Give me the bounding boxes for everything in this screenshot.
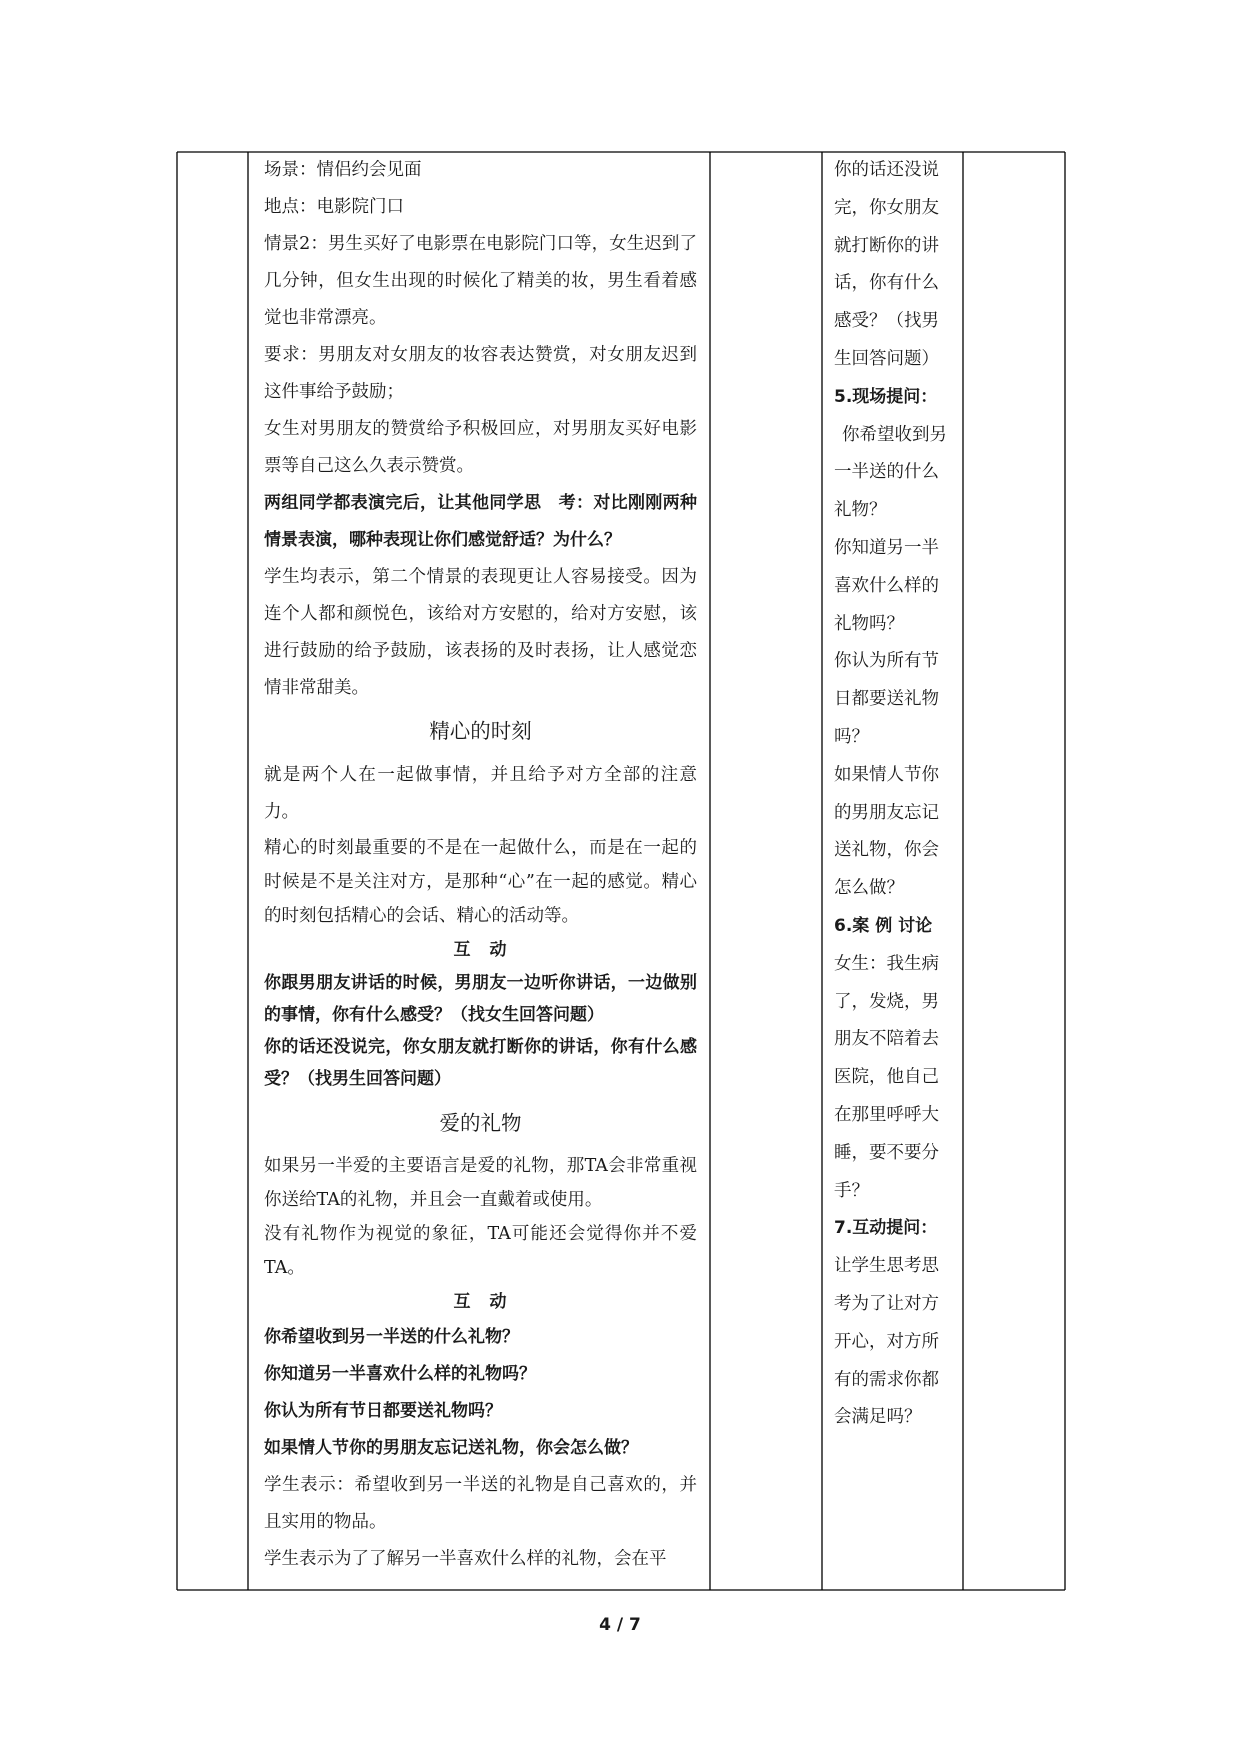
student-response: 学生均表示，第二个情景的表现更让人容易接受。因为连个人都和颜悦色，该给对方安慰的，给对方安慰，该进行鼓励的给予鼓励，该表扬的及时表扬，让人感觉恋情非常甜美。 (264, 567, 697, 698)
page-number: 4 / 7 (599, 1615, 641, 1635)
side-q7: 让学生思考思考为了让对方开心，对方所有的需求你都会满足吗？ (834, 1256, 939, 1428)
gift-question-1: 你希望收到另一半送的什么礼物？ (264, 1327, 519, 1347)
side-q5-2: 你知道另一半喜欢什么样的礼物吗？ (834, 537, 939, 634)
interaction-question-1: 你跟男朋友讲话的时候，男朋友一边听你讲话，一边做别的事情，你有什么感受？（找女生回答问题） (264, 973, 697, 1025)
location-line: 地点：电影院门口 (264, 197, 404, 217)
side-q5-1: 你希望收到另一半送的什么礼物？ (834, 424, 947, 521)
quality-time-detail: 精心的时刻最重要的不是在一起做什么，而是在一起的时候是不是关注对方，是那种“心”在一起的感觉。精心的时刻包括精心的会话、精心的活动等。 (264, 838, 697, 926)
gift-student-response-1: 学生表示：希望收到另一半送的礼物是自己喜欢的，并且实用的物品。 (264, 1475, 697, 1532)
side-heading-7: 7.互动提问： (834, 1218, 938, 1239)
section-heading-gifts: 爱的礼物 (439, 1111, 522, 1135)
side-case: 女生：我生病了，发烧，男朋友不陪着去医院，他自己在那里呼呼大睡，要不要分手？ (834, 953, 939, 1201)
scene-line: 场景：情侣约会见面 (264, 160, 422, 180)
main-content-cell (258, 152, 703, 1590)
requirement-line: 要求：男朋友对女朋友的妆容表达赞赏，对女朋友迟到这件事给予鼓励； (264, 345, 697, 402)
side-q5-4: 如果情人节你的男朋友忘记送礼物，你会怎么做？ (834, 764, 939, 899)
side-notes-cell (832, 152, 958, 1590)
side-heading-6: 6.案 例 讨论 (834, 915, 933, 936)
gift-question-3: 你认为所有节日都要送礼物吗？ (264, 1401, 502, 1421)
interaction-heading-2: 互 动 (453, 1292, 508, 1312)
interaction-heading-1: 互 动 (453, 940, 508, 960)
discussion-prompt: 两组同学都表演完后，让其他同学思 考：对比刚刚两种情景表演，哪种表现让你们感觉舒适？为什么？ (264, 493, 697, 550)
girl-response-line: 女生对男朋友的赞赏给予积极回应，对男朋友买好电影票等自己这么久表示赞赏。 (264, 419, 697, 476)
section-heading-quality-time: 精心的时刻 (429, 719, 532, 743)
quality-time-definition: 就是两个人在一起做事情，并且给予对方全部的注意力。 (264, 765, 697, 822)
gifts-detail: 没有礼物作为视觉的象征，TA可能还会觉得你并不爱TA。 (264, 1224, 697, 1278)
side-question-interrupt: 你的话还没说完，你女朋友就打断你的讲话，你有什么感受？（找男生回答问题） (834, 160, 939, 369)
side-q5-3: 你认为所有节日都要送礼物吗？ (834, 651, 939, 747)
gifts-definition: 如果另一半爱的主要语言是爱的礼物，那TA会非常重视你送给TA的礼物，并且会一直戴着或使用。 (264, 1156, 697, 1210)
gift-student-response-2: 学生表示为了了解另一半喜欢什么样的礼物，会在平 (264, 1549, 667, 1569)
interaction-question-2: 你的话还没说完，你女朋友就打断你的讲话，你有什么感受？（找男生回答问题） (264, 1037, 697, 1089)
gift-question-2: 你知道另一半喜欢什么样的礼物吗？ (264, 1364, 536, 1384)
scenario-2: 情景2：男生买好了电影票在电影院门口等，女生迟到了几分钟，但女生出现的时候化了精美的妆，男生看着感觉也非常漂亮。 (264, 234, 697, 328)
gift-question-4: 如果情人节你的男朋友忘记送礼物，你会怎么做？ (264, 1438, 638, 1458)
side-heading-5: 5.现场提问： (834, 386, 938, 407)
